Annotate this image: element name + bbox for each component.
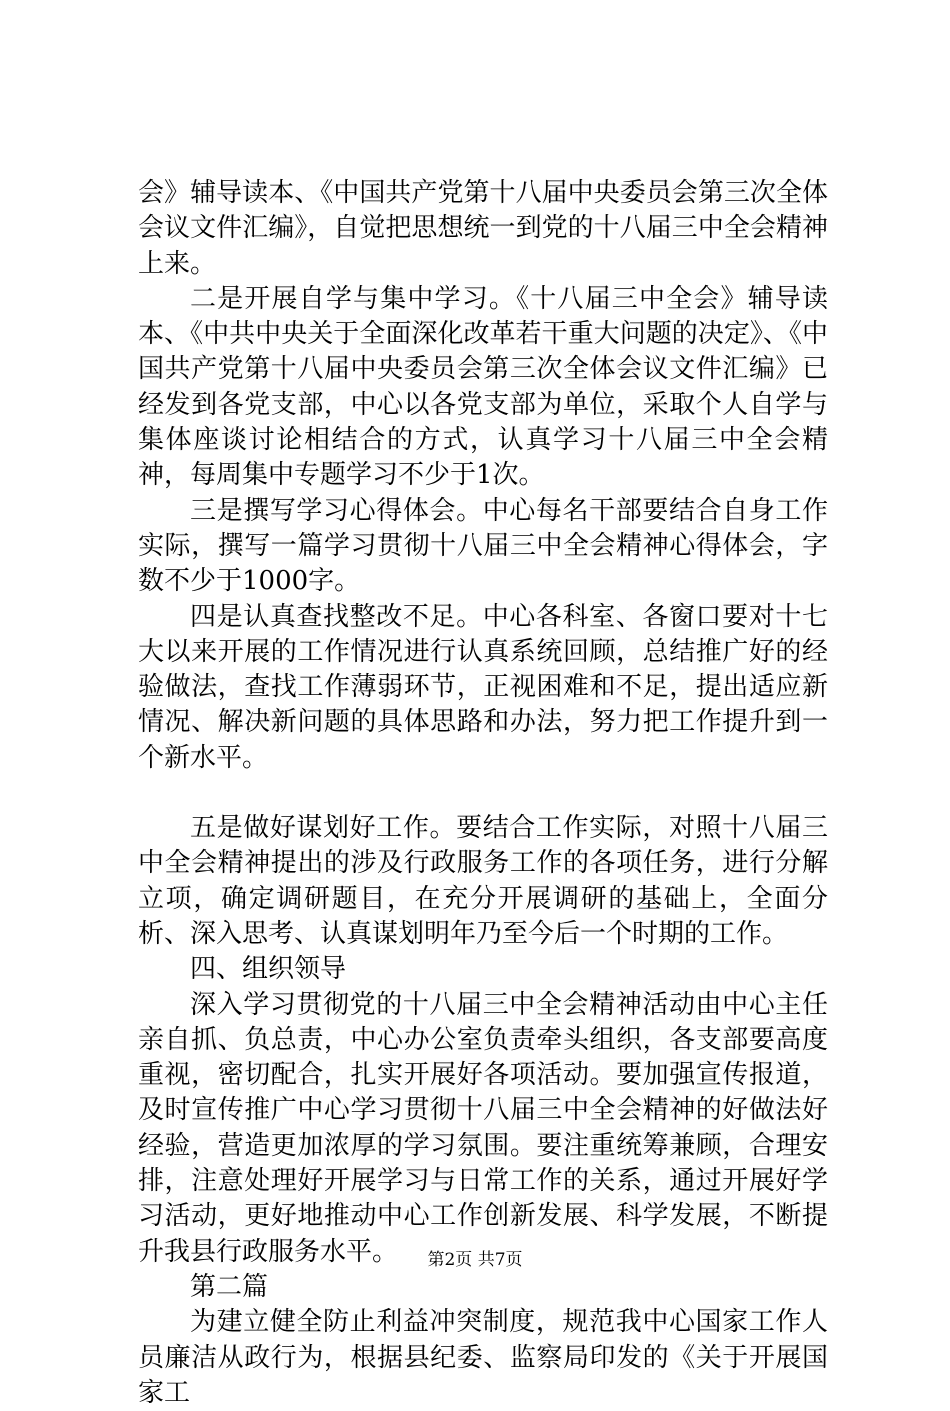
section-heading-organization: 四、组织领导 <box>190 954 347 985</box>
page-number-footer: 第2页 共7页 <box>427 1250 523 1270</box>
paragraph-organization: 深入学习贯彻党的十八届三中全会精神活动由中心主任亲自抓、负总责，中心办公室负责牵头组织，各支部要高度重视，密切配合，扎实开展好各项活动。要加强宣传报道，及时宣传推广中心学习贯彻十八届三中全会精神的好做法好经验，营造更加浓厚的学习氛围。要注重统筹兼顾，合理安排，注意处理好开展学习与日常工作的关系，通过开展好学习活动，更好地推动中心工作创新发展、科学发展，不断提升我县行政服务水平。 <box>138 989 828 1267</box>
paragraph-item-3: 三是撰写学习心得体会。中心每名干部要结合自身工作实际，撰写一篇学习贯彻十八届三中全会精神心得体会，字数不少于1000字。 <box>138 495 828 597</box>
document-body <box>138 176 828 1411</box>
paragraph-continuation: 会》辅导读本、《中国共产党第十八届中央委员会第三次全体会议文件汇编》，自觉把思想统一到党的十八届三中全会精神上来。 <box>138 178 828 279</box>
section-heading-part-two: 第二篇 <box>190 1271 269 1302</box>
paragraph-item-5: 五是做好谋划好工作。要结合工作实际，对照十八届三中全会精神提出的涉及行政服务工作的各项任务，进行分解立项，确定调研题目，在充分开展调研的基础上，全面分析、深入思考、认真谋划明年乃至今后一个时期的工作。 <box>138 813 828 949</box>
paragraph-part-two: 为建立健全防止利益冲突制度，规范我中心国家工作人员廉洁从政行为，根据县纪委、监察局印发的《关于开展国家工 <box>138 1307 828 1408</box>
paragraph-item-2: 二是开展自学与集中学习。《十八届三中全会》辅导读本、《中共中央关于全面深化改革若干重大问题的决定》、《中国共产党第十八届中央委员会第三次全体会议文件汇编》已经发到各党支部，中心以各党支部为单位，采取个人自学与集体座谈讨论相结合的方式，认真学习十八届三中全会精神，每周集中专题学习不少于1次。 <box>138 283 828 491</box>
paragraph-item-4: 四是认真查找整改不足。中心各科室、各窗口要对十七大以来开展的工作情况进行认真系统回顾，总结推广好的经验做法，查找工作薄弱环节，正视困难和不足，提出适应新情况、解决新问题的具体思路和办法，努力把工作提升到一个新水平。 <box>138 601 828 773</box>
